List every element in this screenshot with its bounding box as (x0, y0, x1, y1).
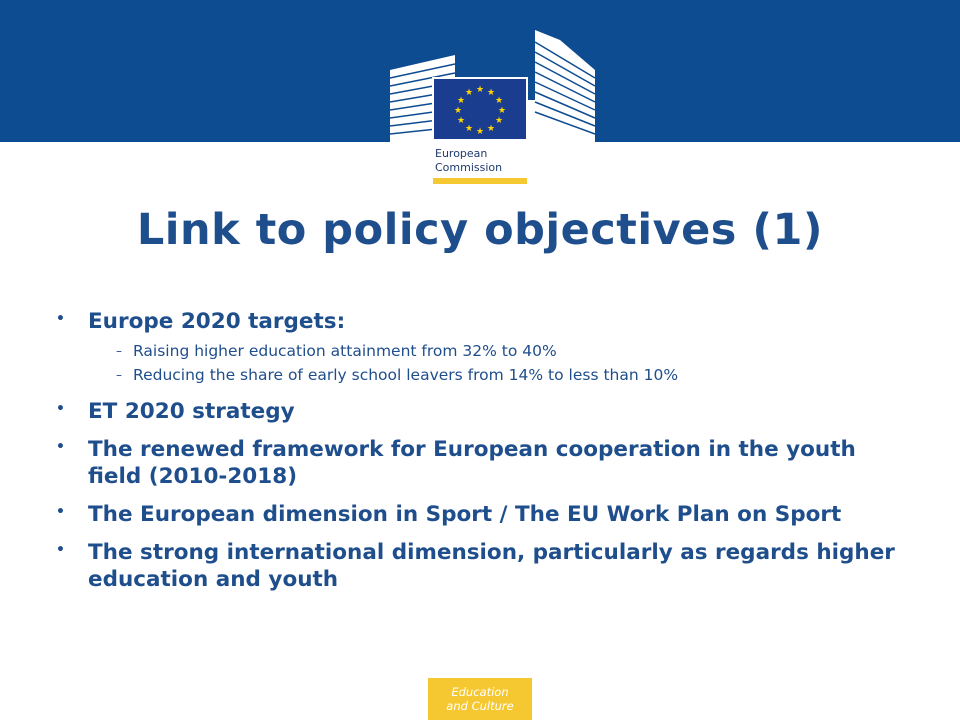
bullet-text: The renewed framework for European cooperation in the youth field (2010-2018) (88, 437, 856, 489)
european-commission-logo (385, 30, 600, 190)
svg-text:★: ★ (497, 106, 507, 116)
footer-line-2: and Culture (446, 699, 514, 713)
bullet-dot-icon: • (56, 439, 65, 455)
svg-text:★: ★ (456, 96, 466, 106)
svg-text:★: ★ (486, 124, 496, 134)
bullet-item (50, 501, 910, 528)
bullet-text: ET 2020 strategy (88, 399, 295, 424)
commission-building-icon (385, 30, 600, 190)
footer-badge (428, 678, 532, 720)
dash-icon: – (116, 368, 122, 382)
bullet-dot-icon: • (56, 311, 65, 327)
svg-text:★: ★ (486, 88, 496, 98)
slide-title: Link to policy objectives (1) (136, 205, 824, 255)
svg-text:★: ★ (494, 116, 504, 126)
sub-bullet-list (88, 339, 910, 387)
svg-text:★: ★ (456, 116, 466, 126)
bullet-text: The European dimension in Sport / The EU Work Plan on Sport (88, 502, 842, 527)
logo-text-european: European (435, 147, 488, 160)
svg-text:★: ★ (464, 88, 474, 98)
bullet-list (50, 308, 910, 593)
bullet-item (50, 539, 910, 593)
bullet-item (50, 308, 910, 387)
dash-icon: – (116, 344, 122, 358)
bullet-dot-icon: • (56, 504, 65, 520)
bullet-item (50, 398, 910, 425)
svg-text:★: ★ (453, 106, 463, 116)
logo-text-commission: Commission (435, 161, 503, 174)
svg-text:★: ★ (464, 124, 474, 134)
bullet-item (50, 436, 910, 490)
bullet-dot-icon: • (56, 542, 65, 558)
sub-bullet-text: Raising higher education attainment from 32% to 40% (133, 342, 557, 360)
bullet-text: The strong international dimension, particularly as regards higher education and youth (88, 540, 895, 592)
svg-text:★: ★ (494, 96, 504, 106)
bullet-dot-icon: • (56, 401, 65, 417)
svg-text:★: ★ (475, 85, 485, 95)
sub-bullet-text: Reducing the share of early school leavers from 14% to less than 10% (133, 366, 679, 384)
svg-text:★: ★ (475, 127, 485, 137)
sub-bullet-item (88, 363, 910, 387)
footer-line-1: Education (451, 685, 509, 699)
sub-bullet-item (88, 339, 910, 363)
bullet-text: Europe 2020 targets: (88, 309, 346, 334)
